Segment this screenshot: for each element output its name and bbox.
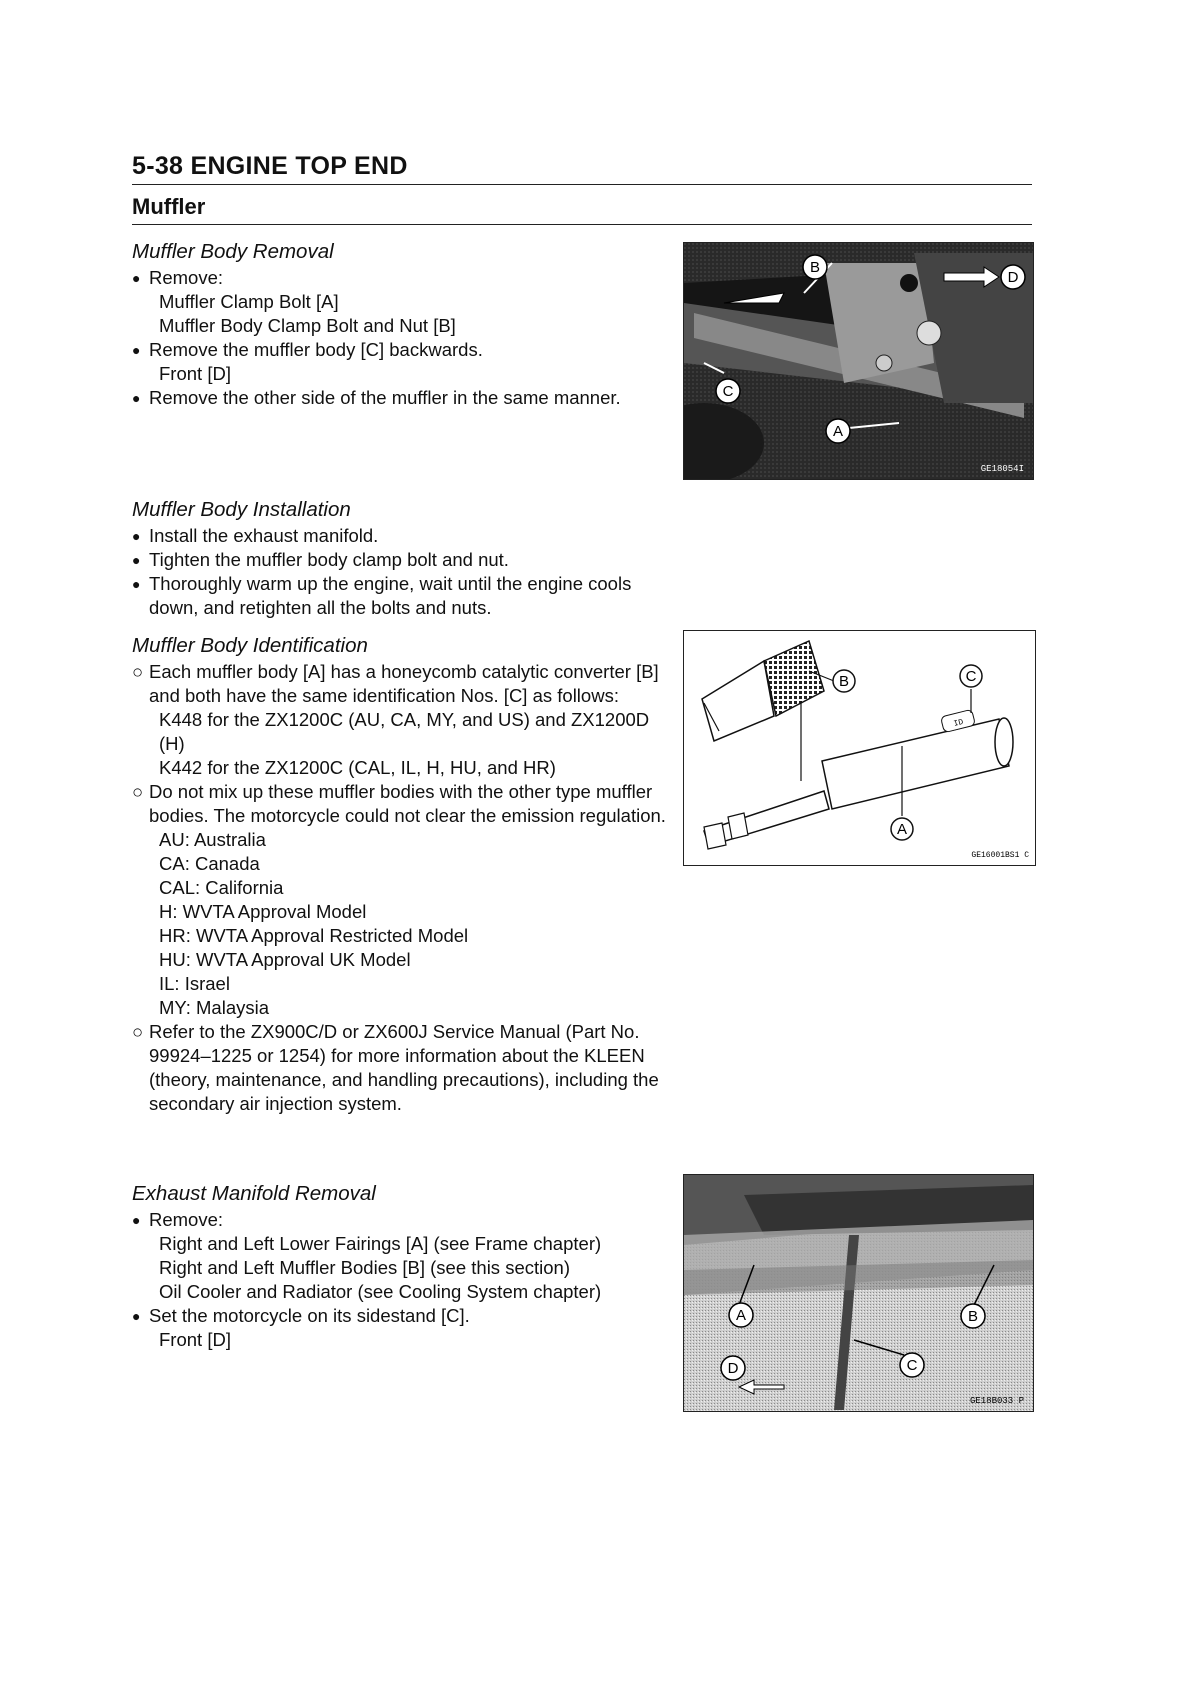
abbrev-item: IL: Israel: [159, 973, 230, 994]
manifold-item: Right and Left Muffler Bodies [B] (see this section): [159, 1257, 570, 1278]
callout-label: A: [832, 423, 844, 440]
identification-note: ○ Refer to the ZX900C/D or ZX600J Service Manual (Part No. 99924–1225 or 1254) for more information about the KLEEN (theory, maintenance, and handling precautions), including the secondary air injection system.: [132, 1021, 659, 1114]
section-rule: [132, 224, 1032, 225]
removal-front: Front [D]: [159, 363, 231, 384]
abbrev-item: CA: Canada: [159, 853, 260, 874]
section-title: Muffler: [132, 194, 206, 219]
callout-label: B: [809, 259, 821, 276]
abbrev-item: AU: Australia: [159, 829, 266, 850]
bullet-icon: ●: [132, 390, 141, 406]
removal-heading: Muffler Body Removal: [132, 240, 334, 263]
page-title: 5-38 ENGINE TOP END: [132, 152, 408, 180]
bullet-icon: ●: [132, 342, 141, 358]
abbrev-item: HU: WVTA Approval UK Model: [159, 949, 411, 970]
abbrev-item: CAL: California: [159, 877, 284, 898]
removal-section: [132, 240, 672, 410]
removal-item: Muffler Clamp Bolt [A]: [159, 291, 339, 312]
manifold-section: [132, 1182, 672, 1352]
bullet-icon: ●: [132, 270, 141, 286]
manifold-bullet-remove: ● Remove:: [132, 1209, 224, 1230]
manifold-item: Right and Left Lower Fairings [A] (see Frame chapter): [159, 1233, 602, 1254]
abbrev-item: HR: WVTA Approval Restricted Model: [159, 925, 469, 946]
figure-code: GE16001BS1 C: [971, 851, 1029, 860]
installation-bullet: ● Tighten the muffler body clamp bolt and nut.: [132, 549, 509, 570]
muffler-removal-photo: [683, 242, 1034, 480]
bullet-icon: ●: [132, 1212, 141, 1228]
svg-text:ID: ID: [952, 717, 965, 729]
abbrev-item: H: WVTA Approval Model: [159, 901, 367, 922]
callout-label: C: [906, 1357, 918, 1374]
manifold-removal-photo: [683, 1174, 1034, 1412]
bullet-icon: ●: [132, 576, 141, 592]
removal-bullet-remove: ● Remove:: [132, 267, 224, 288]
callout-label: D: [1007, 269, 1019, 286]
page-header: [132, 152, 1032, 181]
identification-note: ○ Each muffler body [A] has a honeycomb catalytic converter [B] and both have the same identification Nos. [C] as follows:: [132, 661, 659, 706]
manifold-heading: Exhaust Manifold Removal: [132, 1182, 376, 1205]
installation-bullet: ● Thoroughly warm up the engine, wait until the engine cools down, and retighten all the bolts and nuts.: [132, 573, 632, 618]
callout-label: C: [722, 383, 734, 400]
identification-heading: Muffler Body Identification: [132, 634, 368, 657]
identification-note: ○ Do not mix up these muffler bodies with the other type muffler bodies. The motorcycle could not clear the emission regulation.: [132, 781, 666, 826]
circle-marker-icon: ○: [132, 781, 144, 802]
removal-bullet-backwards: ● Remove the muffler body [C] backwards.: [132, 339, 483, 360]
header-rule: [132, 184, 1032, 185]
callout-label: C: [965, 668, 977, 685]
figure-code: GE18054I: [980, 464, 1024, 474]
muffler-identification-drawing: [683, 630, 1036, 866]
manifold-bullet-sidestand: ● Set the motorcycle on its sidestand [C].: [132, 1305, 470, 1326]
abbrev-item: MY: Malaysia: [159, 997, 270, 1018]
removal-item: Muffler Body Clamp Bolt and Nut [B]: [159, 315, 456, 336]
identification-k442: K442 for the ZX1200C (CAL, IL, H, HU, and HR): [159, 757, 556, 778]
identification-section: [132, 634, 672, 1116]
callout-label: A: [735, 1307, 747, 1324]
identification-k448: K448 for the ZX1200C (AU, CA, MY, and US) and ZX1200D (H): [159, 709, 650, 754]
figure-code: GE18B033 P: [969, 1396, 1024, 1406]
bullet-icon: ●: [132, 528, 141, 544]
bullet-icon: ●: [132, 1308, 141, 1324]
callout-label: D: [727, 1360, 739, 1377]
manifold-front: Front [D]: [159, 1329, 231, 1350]
callout-label: B: [967, 1308, 979, 1325]
installation-section: [132, 498, 672, 620]
installation-bullet: ● Install the exhaust manifold.: [132, 525, 379, 546]
bullet-icon: ●: [132, 552, 141, 568]
installation-heading: Muffler Body Installation: [132, 498, 351, 521]
circle-marker-icon: ○: [132, 661, 144, 682]
removal-bullet-other: ● Remove the other side of the muffler in the same manner.: [132, 387, 621, 408]
callout-label: B: [838, 673, 850, 690]
callout-label: A: [896, 821, 908, 838]
circle-marker-icon: ○: [132, 1021, 144, 1042]
manifold-item: Oil Cooler and Radiator (see Cooling System chapter): [159, 1281, 602, 1302]
